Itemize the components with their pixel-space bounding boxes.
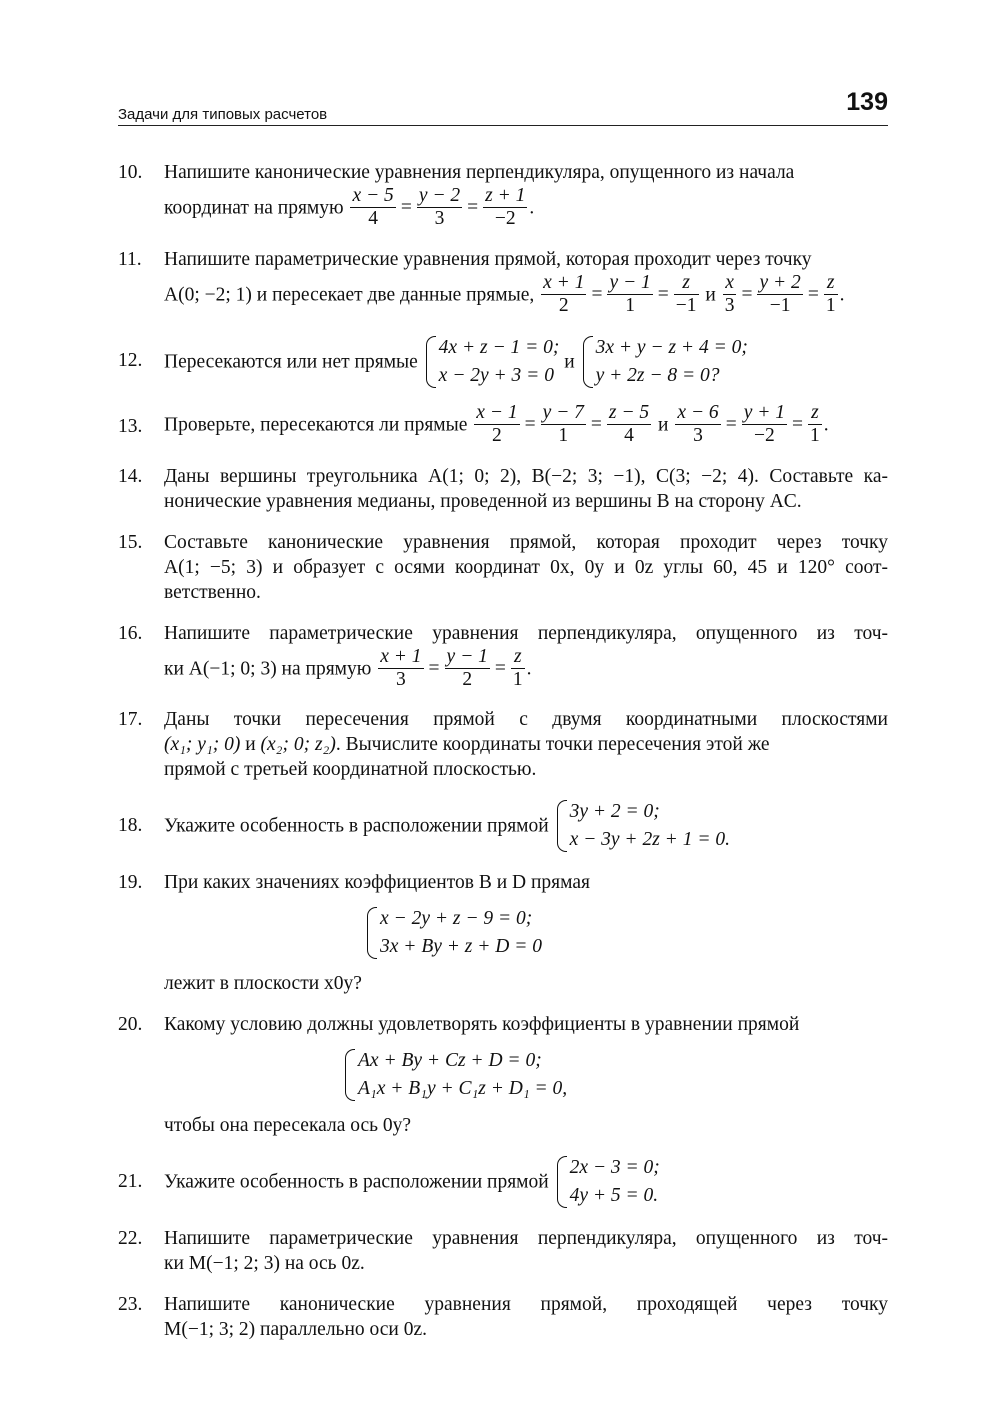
problem-text: Составьте канонические уравнения прямой, которая проходит через точку A(1; −5; 3) и образует с осями координат 0x, 0y и 0z углы 60, 45 и 120° соот- ветственно.	[164, 531, 888, 603]
equation-system: 3y + 2 = 0; x − 3y + 2z + 1 = 0.	[554, 798, 730, 854]
problem-16	[118, 621, 888, 692]
problem-23	[118, 1292, 888, 1342]
fraction: $\frac{z - 5}{4}$	[608, 401, 650, 447]
problem-number: 17.	[118, 709, 143, 731]
problem-21	[118, 1154, 888, 1210]
problem-number: 18.	[118, 815, 143, 837]
problem-11	[118, 247, 888, 318]
problem-text: Напишите параметрические уравнения перпендикуляра, опущенного из точ- ки M(−1; 2; 3) на ось 0z.	[164, 1228, 888, 1275]
problem-14	[118, 464, 888, 514]
header-rule	[118, 125, 888, 126]
fraction: $\frac{z}{-1}$	[675, 271, 697, 317]
page-header	[118, 88, 888, 138]
running-title: Задачи для типовых расчетов	[118, 106, 328, 123]
fraction: $\frac{x - 6}{3}$	[677, 401, 719, 447]
problem-10	[118, 160, 888, 231]
equation-system: Ax + By + Cz + D = 0; A₁x + B₁y + C₁z + D₁ = 0,	[342, 1047, 567, 1103]
problem-text: Напишите канонические уравнения прямой, проходящей через точку M(−1; 3; 2) параллельно оси 0z.	[164, 1294, 888, 1341]
problem-text: Даны вершины треугольника A(1; 0; 2), B(−2; 3; −1), C(3; −2; 4). Составьте ка- нонические уравнения медианы, проведенной из вершины B на сторону AC.	[164, 465, 888, 512]
problem-number: 20.	[118, 1014, 143, 1036]
problem-text: Укажите особенность в расположении прямой 3y + 2 = 0; x − 3y + 2z + 1 = 0.	[164, 798, 888, 854]
fraction: $\frac{x + 1}{3}$	[380, 645, 422, 690]
problem-number: 15.	[118, 531, 143, 553]
problem-text: При каких значениях коэффициентов B и D прямая x − 2y + z − 9 = 0; 3x + By + z + D = 0 лежит в плоскости x0y?	[164, 872, 590, 995]
problem-text: Укажите особенность в расположении прямой 2x − 3 = 0; 4y + 5 = 0.	[164, 1154, 888, 1210]
problem-22	[118, 1226, 888, 1276]
problem-number: 16.	[118, 622, 143, 644]
problem-text: Проверьте, пересекаются ли прямые $\frac{x - 1}{2}$ = $\frac{y - 7}{1}$ = $\frac{z - 5}{4}$ и $\frac{x - 6}{3}$ = $\frac{y + 1}{-2}$ = $\frac{z}{1}$ .	[164, 401, 829, 447]
equation-system: x − 2y + z − 9 = 0; 3x + By + z + D = 0	[364, 905, 542, 961]
page-number: 139	[846, 88, 888, 116]
problem-12	[118, 334, 888, 390]
problem-17	[118, 707, 888, 782]
fraction: $\frac{x - 1}{2}$	[476, 401, 518, 447]
fraction: $\frac{y + 2}{-1}$	[759, 271, 801, 317]
problem-text: Пересекаются или нет прямые 4x + z − 1 = 0; x − 2y + 3 = 0 и 3x + y − z + 4 = 0; y + 2z − 8 = 0?	[164, 334, 888, 390]
problem-number: 13.	[118, 415, 143, 437]
problem-text: Какому условию должны удовлетворять коэффициенты в уравнении прямой Ax + By + Cz + D = 0; A₁x + B₁y + C₁z + D₁ = 0, чтобы она пересекала ось 0y?	[164, 1014, 800, 1137]
problem-number: 14.	[118, 465, 143, 487]
problem-15	[118, 530, 888, 605]
fraction: $\frac{y - 2}{3}$	[418, 185, 461, 230]
problem-number: 11.	[118, 248, 142, 270]
problem-number: 12.	[118, 349, 143, 371]
problem-text: Даны точки пересечения прямой с двумя координатными плоскостями (x₁; y₁; 0) и (x₂; 0; z₂). Вычислите координаты точки пересечения этой же прямой с третьей координатной плоскостью.	[164, 709, 888, 781]
problem-text: Напишите параметрические уравнения прямой, которая проходит через точку A(0; −2; 1) и пересекает две данные прямые, $\frac{x + 1}{2}$ = $\frac{y - 1}{1}$ = $\frac{z}{-1}$ и $\frac{x}{3}$ = $\frac{y + 2}{-1}$ = $\frac{z}{1}$ .	[164, 248, 845, 317]
fraction: $\frac{y - 1}{1}$	[609, 271, 651, 317]
equation-system: 3x + y − z + 4 = 0; y + 2z − 8 = 0?	[580, 334, 748, 390]
fraction: $\frac{z}{1}$	[512, 645, 523, 690]
problem-text: Напишите канонические уравнения перпендикуляра, опущенного из начала координат на прямую $\frac{x - 5}{4}$ = $\frac{y - 2}{3}$ = $\frac{z + 1}{-2}$ .	[164, 162, 795, 230]
fraction: $\frac{y - 7}{1}$	[542, 401, 584, 447]
problem-13	[118, 402, 888, 448]
fraction: $\frac{x + 1}{2}$	[543, 271, 585, 317]
fraction: $\frac{z}{1}$	[810, 401, 820, 447]
problem-text: Напишите параметрические уравнения перпендикуляра, опущенного из точ- ки A(−1; 0; 3) на прямую $\frac{x + 1}{3}$ = $\frac{y - 1}{2}$ = $\frac{z}{1}$ .	[164, 622, 888, 690]
problem-list	[118, 160, 888, 1358]
problem-20	[118, 1012, 888, 1138]
fraction: $\frac{x - 5}{4}$	[352, 185, 394, 230]
problem-number: 22.	[118, 1228, 143, 1250]
problem-number: 10.	[118, 162, 143, 183]
fraction: $\frac{y - 1}{2}$	[446, 645, 488, 690]
fraction: $\frac{z + 1}{-2}$	[485, 185, 526, 230]
problem-number: 21.	[118, 1171, 143, 1193]
problem-18	[118, 798, 888, 854]
problem-number: 23.	[118, 1294, 143, 1316]
problem-19	[118, 870, 888, 996]
equation-system: 4x + z − 1 = 0; x − 2y + 3 = 0	[423, 334, 560, 390]
problem-number: 19.	[118, 872, 143, 894]
equation-system: 2x − 3 = 0; 4y + 5 = 0.	[554, 1154, 660, 1210]
fraction: $\frac{x}{3}$	[724, 271, 735, 317]
fraction: $\frac{y + 1}{-2}$	[743, 401, 786, 447]
fraction: $\frac{z}{1}$	[825, 271, 836, 317]
